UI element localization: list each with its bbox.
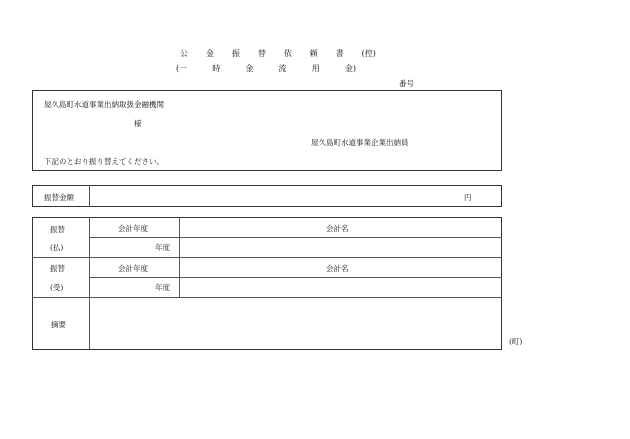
subtitle-char-1: 時 (212, 64, 221, 73)
amount-unit: 円 (464, 193, 472, 202)
subtitle-char-4: 用 (311, 64, 320, 73)
title-char-4: 依 (283, 49, 292, 58)
transfer-out-bottom-rule (32, 257, 502, 258)
transfer-out-sublabel: (払) (50, 243, 64, 252)
title-char-2: 振 (231, 49, 240, 58)
transfer-in-account-field[interactable] (182, 279, 498, 295)
number-label: 番号 (399, 79, 414, 88)
honorific: 様 (134, 119, 142, 128)
institution-name: 屋久島町水道事業出納取扱金融機関 (44, 100, 164, 109)
amount-divider (89, 185, 90, 207)
transfer-out-account-header: 会計名 (326, 224, 349, 233)
document-subtitle (176, 63, 356, 74)
sender-name: 屋久島町水道事業企業出納員 (311, 138, 409, 147)
document-title (180, 48, 376, 59)
transfer-in-year-unit: 年度 (155, 283, 170, 292)
summary-label: 摘要 (51, 320, 66, 329)
subtitle-char-5: 金) (344, 64, 356, 73)
subtitle-char-2: 金 (245, 64, 254, 73)
transfer-in-inner-rule (89, 277, 502, 278)
transfer-out-fiscal-year-header: 会計年度 (118, 224, 148, 233)
title-char-3: 替 (257, 49, 266, 58)
transfer-in-label: 振替 (50, 264, 65, 273)
transfer-in-sublabel: (受) (50, 283, 64, 292)
title-char-7: (控) (361, 49, 376, 58)
transfer-in-bottom-rule (32, 297, 502, 298)
subtitle-char-3: 流 (278, 64, 287, 73)
title-char-1: 金 (205, 49, 214, 58)
transfer-out-label: 振替 (50, 225, 65, 234)
summary-field[interactable] (92, 299, 498, 347)
title-char-5: 頼 (309, 49, 318, 58)
subtitle-char-0: (一 (176, 64, 188, 73)
transfer-in-account-header: 会計名 (326, 264, 349, 273)
amount-label: 振替金額 (44, 193, 74, 202)
transfer-out-account-field[interactable] (182, 239, 498, 255)
transfer-in-fiscal-year-header: 会計年度 (118, 264, 148, 273)
transfer-out-inner-rule (89, 237, 502, 238)
transfer-out-year-unit: 年度 (155, 243, 170, 252)
amount-value-field[interactable] (92, 187, 452, 205)
title-char-6: 書 (335, 49, 344, 58)
title-char-0: 公 (180, 49, 188, 58)
town-mark: (町) (509, 337, 523, 346)
request-text: 下記のとおり振り替えてください。 (44, 157, 164, 166)
